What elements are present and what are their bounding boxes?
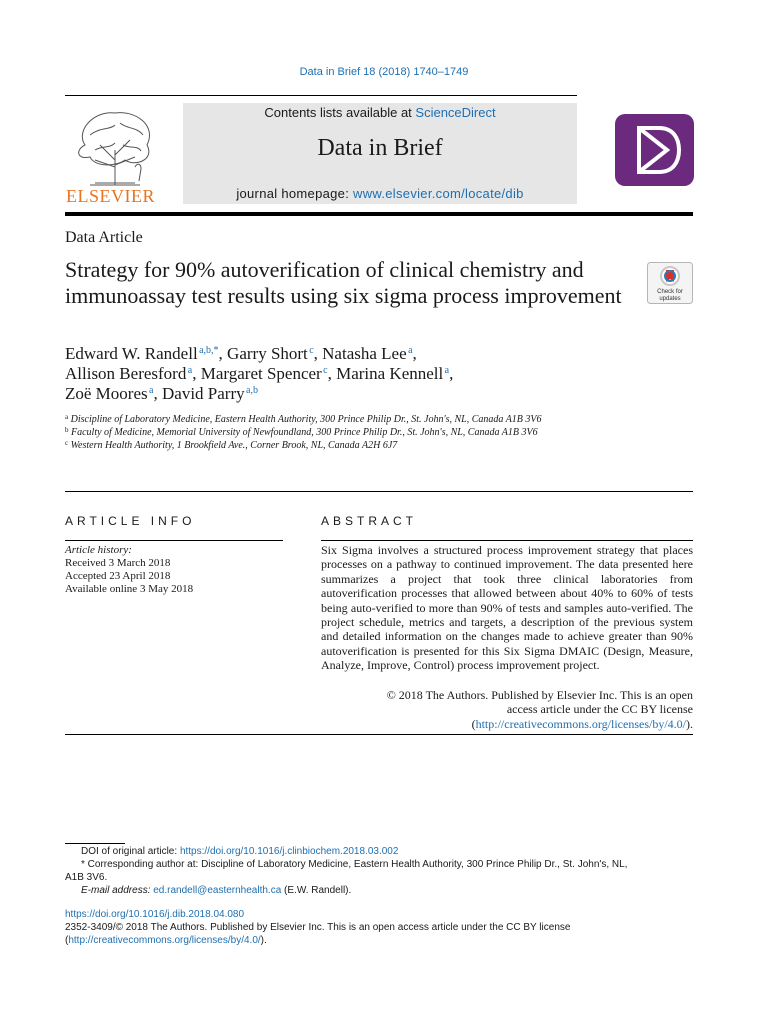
received-date: Received 3 March 2018 bbox=[65, 557, 171, 569]
section-rule bbox=[65, 491, 693, 492]
history-label: Article history: bbox=[65, 544, 132, 556]
contents-prefix: Contents lists available at bbox=[264, 105, 416, 120]
online-date: Available online 3 May 2018 bbox=[65, 583, 194, 595]
article-info-rule bbox=[65, 540, 283, 541]
article-history bbox=[65, 544, 193, 596]
article-title: Strategy for 90% autoverification of clinical chemistry and immunoassay test results using six sigma process improvement bbox=[65, 257, 622, 308]
license-line-2: access article under the CC BY license bbox=[506, 702, 693, 717]
copyright-line: 2352-3409/© 2018 The Authors. Published by Elsevier Inc. This is an open access article under the CC BY license bbox=[65, 922, 571, 933]
author-7[interactable]: Zoë Moores $^a$, bbox=[65, 384, 162, 403]
footnote-rule bbox=[65, 843, 125, 844]
author-8[interactable]: David Parry $^{a,b}$ bbox=[162, 384, 258, 403]
license-link[interactable]: http://creativecommons.org/licenses/by/4.0/ bbox=[475, 716, 686, 731]
footnotes bbox=[65, 845, 693, 897]
abstract-rule bbox=[321, 540, 693, 541]
author-5[interactable]: Margaret Spencer $^c$, bbox=[200, 364, 337, 383]
homepage-prefix: journal homepage: bbox=[236, 186, 354, 201]
journal-banner bbox=[183, 103, 577, 204]
license-line-1: © 2018 The Authors. Published by Elsevier Inc. This is an open bbox=[386, 688, 693, 702]
original-doi-link[interactable]: https://doi.org/10.1016/j.clinbiochem.2018.03.002 bbox=[179, 846, 399, 857]
header-thick-rule bbox=[65, 212, 693, 216]
affiliations bbox=[65, 413, 595, 452]
journal-reference[interactable]: Data in Brief 18 (2018) 1740–1749 bbox=[299, 66, 469, 78]
corresponding-author-note-cont: A1B 3V6. bbox=[65, 872, 108, 883]
email-note: E-mail address: ed.randell@easternhealth.ca (E.W. Randell). bbox=[81, 885, 352, 896]
affiliation-a: $^a$ Discipline of Laboratory Medicine, Eastern Health Authority, 300 Prince Philip Dr., St. John's, NL, Canada A1B 3V6 bbox=[65, 413, 542, 425]
article-info-heading: ARTICLE INFO bbox=[65, 514, 196, 528]
article-doi-link[interactable]: https://doi.org/10.1016/j.dib.2018.04.080 bbox=[65, 909, 245, 920]
bottom-license-line: (http://creativecommons.org/licenses/by/4.0/). bbox=[65, 935, 267, 946]
author-1[interactable]: Edward W. Randell $^{a,b,*}$, bbox=[65, 344, 228, 363]
sciencedirect-link[interactable]: ScienceDirect bbox=[415, 105, 496, 120]
journal-title: Data in Brief bbox=[317, 135, 443, 161]
contents-line bbox=[183, 105, 577, 120]
article-type: Data Article bbox=[65, 229, 143, 246]
page-bottom bbox=[65, 908, 693, 947]
original-doi-note: DOI of original article: https://doi.org/10.1016/j.clinbiochem.2018.03.002 bbox=[81, 846, 399, 857]
abstract-license bbox=[321, 688, 693, 731]
author-6[interactable]: Marina Kennell $^a$, bbox=[336, 364, 454, 383]
abstract-text: Six Sigma involves a structured process improvement strategy that places processes on a pathway to continued improvement. The data presented here summarizes a project that took three clinical laboratories from autoverification processes that allowed between about 40% to 60% of tests being auto-verified to more than 90% of tests and samples auto-verified. The project schedule, metrics and targets, a description of the previous system and detailed information on the changes made to achieve greater than 90% autoverification is presented for this Six Sigma DMAIC (Design, Measure, Analyze, Improve, Control) process improvement project. bbox=[321, 543, 693, 673]
top-rule bbox=[65, 95, 577, 96]
data-in-brief-logo bbox=[615, 114, 694, 186]
homepage-line bbox=[183, 186, 577, 201]
abstract-bottom-rule bbox=[65, 734, 693, 735]
license-line-3: (http://creativecommons.org/licenses/by/4.0/). bbox=[471, 716, 693, 731]
author-list bbox=[65, 344, 685, 404]
email-link[interactable]: ed.randell@easternhealth.ca bbox=[153, 885, 282, 896]
corresponding-author-note: * Corresponding author at: Discipline of Laboratory Medicine, Eastern Health Authority, 300 Prince Philip Dr., St. John's, NL, bbox=[81, 859, 628, 870]
homepage-link[interactable]: www.elsevier.com/locate/dib bbox=[353, 186, 524, 201]
accepted-date: Accepted 23 April 2018 bbox=[65, 570, 171, 582]
elsevier-wordmark: ELSEVIER bbox=[66, 186, 155, 206]
affiliation-b: $^b$ Faculty of Medicine, Memorial University of Newfoundland, 300 Prince Philip Dr., St. John's, NL, Canada A1B 3V6 bbox=[65, 426, 538, 438]
author-2[interactable]: Garry Short $^c$, bbox=[227, 344, 323, 363]
check-updates-label: Check for updates bbox=[657, 289, 683, 302]
author-4[interactable]: Allison Beresford $^a$, bbox=[65, 364, 201, 383]
affiliation-c: $^c$ Western Health Authority, 1 Brookfield Ave., Corner Brook, NL, Canada A2H 6J7 bbox=[65, 439, 398, 451]
check-for-updates-badge[interactable] bbox=[647, 262, 693, 304]
author-3[interactable]: Natasha Lee $^a$, bbox=[322, 344, 417, 363]
bottom-license-link[interactable]: http://creativecommons.org/licenses/by/4.0/ bbox=[68, 935, 261, 946]
abstract-heading: ABSTRACT bbox=[321, 514, 418, 528]
